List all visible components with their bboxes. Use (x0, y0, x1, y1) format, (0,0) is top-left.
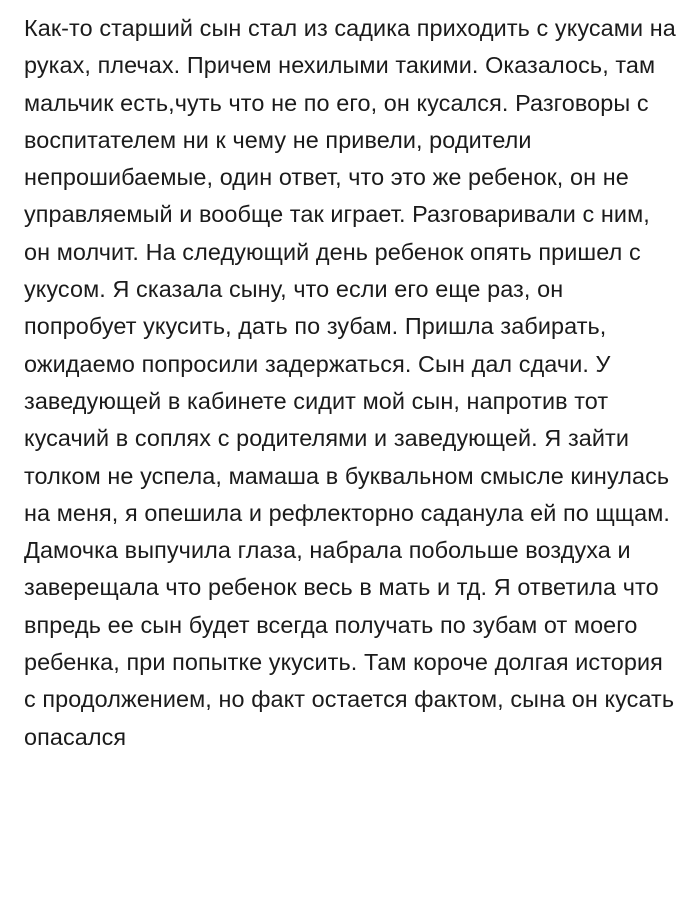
story-text: Как-то старший сын стал из садика приходить с укусами на руках, плечах. Причем нехилыми такими. Оказалось, там мальчик есть,чуть что не по его, он кусался. Разговоры с воспитателем ни к чему не привели, родители непрошибаемые, один ответ, что это же ребенок, он не управляемый и вообще так играет. Разговаривали с ним, он молчит. На следующий день ребенок опять пришел с укусом. Я сказала сыну, что если его еще раз, он попробует укусить, дать по зубам. Пришла забирать, ожидаемо попросили задержаться. Сын дал сдачи. У заведующей в кабинете сидит мой сын, напротив тот кусачий в соплях с родителями и заведующей. Я зайти толком не успела, мамаша в буквальном смысле кинулась на меня, я опешила и рефлекторно саданула ей по щщам. Дамочка выпучила глаза, набрала побольше воздуха и заверещала что ребенок весь в мать и тд. Я ответила что впредь ее сын будет всегда получать по зубам от моего ребенка, при попытке укусить. Там короче долгая история с продолжением, но факт остается фактом, сына он кусать опасался (24, 15, 683, 750)
